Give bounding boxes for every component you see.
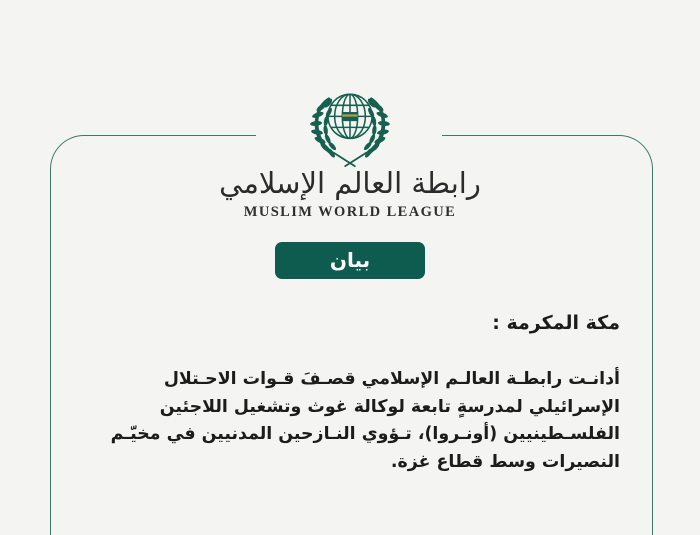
statement-line-2: الإسرائيلي لمدرسةٍ تابعة لوكالة غوث وتشغيل اللاجئين bbox=[159, 396, 620, 417]
statement-paragraph bbox=[80, 366, 620, 476]
statement-banner-container bbox=[0, 242, 700, 279]
wordmark bbox=[0, 165, 700, 221]
statement-banner-label: بيان bbox=[329, 247, 371, 272]
statement-body bbox=[80, 366, 620, 476]
wordmark-arabic: رابطة العالم الإسلامي bbox=[219, 166, 481, 200]
wordmark-english: MUSLIM WORLD LEAGUE bbox=[243, 204, 457, 220]
muslim-world-league-emblem-icon bbox=[302, 78, 398, 170]
statement-line-1: أدانـت رابطـة العالـم الإسلامي قصـفَ قـوات الاحـتلال bbox=[163, 369, 620, 389]
dateline: مكة المكرمة : bbox=[492, 312, 620, 334]
statement-line-3: الفلسـطينيين (أونـروا)، تـؤوي النـازحين المدنيين في مخيّـم bbox=[110, 424, 620, 444]
kaaba-band bbox=[342, 114, 357, 116]
emblem-container bbox=[0, 78, 700, 170]
statement-banner bbox=[275, 242, 425, 279]
statement-line-4: النصيرات وسط قطاع غزة. bbox=[390, 451, 620, 472]
